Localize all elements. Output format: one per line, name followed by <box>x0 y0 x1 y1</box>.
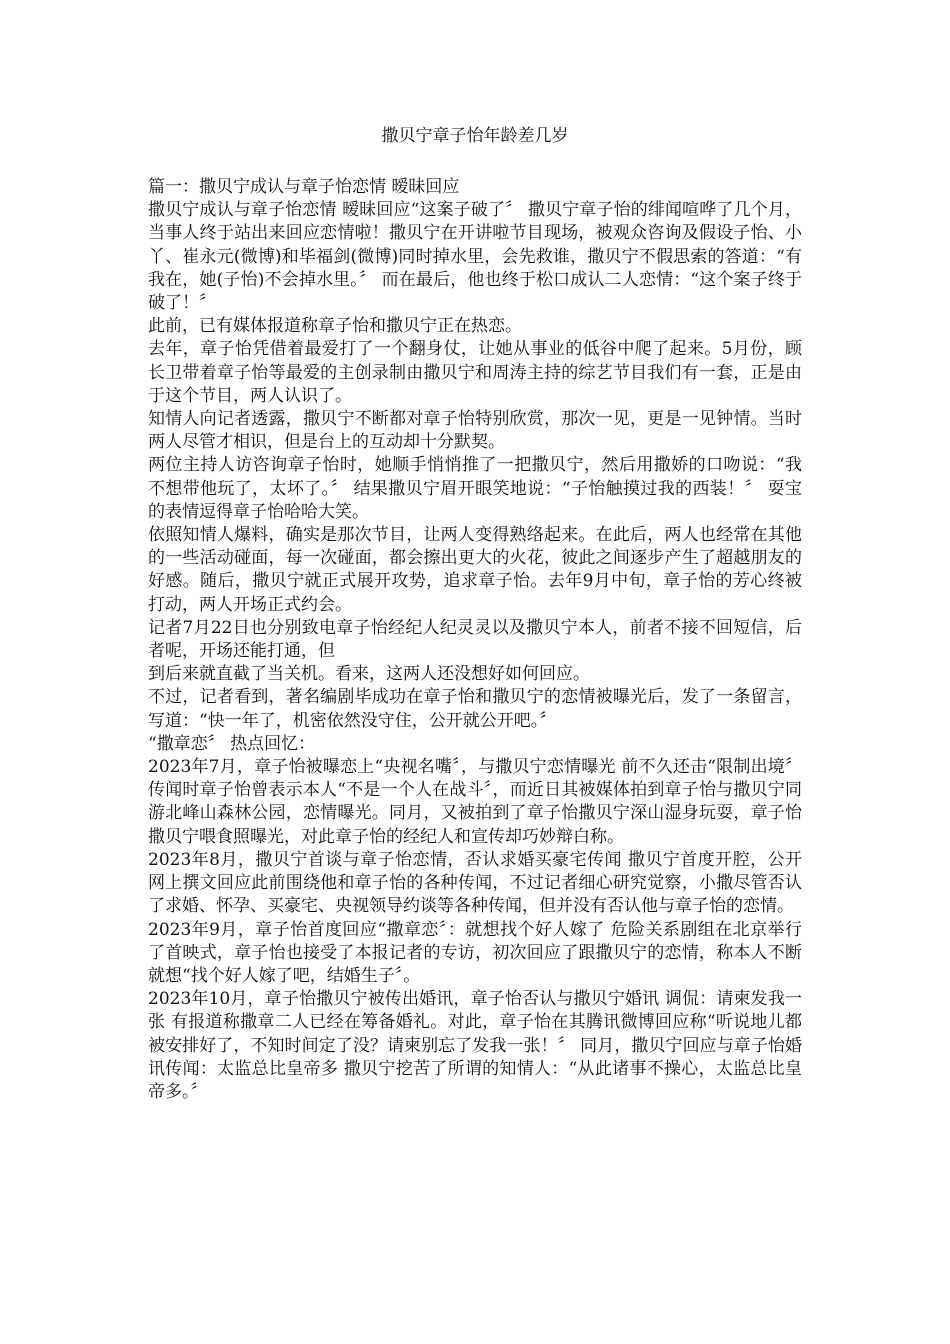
document-body <box>148 176 802 1104</box>
section-heading: 篇一：撒贝宁成认与章子怡恋情 暧昧回应 <box>148 177 460 197</box>
paragraph: 2023年8月，撒贝宁首谈与章子怡恋情，否认求婚买豪宅传闻 撒贝宁首度开腔，公开网上撰文回应此前围绕他和章子怡的各种传闻，不过记者细心研究觉察，小撒尽管否认了求婚、怀孕、买豪宅、央视领导约谈等各种传闻，但并没有否认他与章子怡的恋情。 <box>148 849 802 917</box>
paragraph: 到后来就直截了当关机。看来，这两人还没想好如何回应。 <box>148 664 590 685</box>
paragraph: 去年，章子怡凭借着最爱打了一个翻身仗，让她从事业的低谷中爬了起来。5月份，顾长卫带着章子怡等最爱的主创录制由撒贝宁和周涛主持的综艺节目我们有一套，正是由于这个节目，两人认识了。 <box>148 339 802 406</box>
paragraph: 依照知情人爆料，确实是那次节目，让两人变得熟络起来。在此后，两人也经常在其他的一些活动碰面，每一次碰面，都会擦出更大的火花，彼此之间逐步产生了超越朋友的好感。随后，撒贝宁就正式展开攻势，追求章子怡。去年9月中旬，章子怡的芳心终被打动，两人开场正式约会。 <box>148 525 802 615</box>
paragraph: “撒章恋〞 热点回忆： <box>148 733 316 754</box>
paragraph: 记者7月22日也分别致电章子怡经纪人纪灵灵以及撒贝宁本人，前者不接不回短信，后者呢，开场还能打通，但 <box>148 617 802 662</box>
paragraph: 不过，记者看到，著名编剧毕成功在章子怡和撒贝宁的恋情被曝光后，发了一条留言，写道：“快一年了，机密依然没守住，公开就公开吧。〞 <box>148 687 802 731</box>
paragraph: 撒贝宁成认与章子怡恋情 暧昧回应“这案子破了〞 撒贝宁章子怡的绯闻喧哗了几个月，当事人终于站出来回应恋情啦！撒贝宁在开讲啦节目现场，被观众咨询及假设子怡、小丫、崔永元(微博)和毕福剑(微博)同时掉水里，会先救谁，撒贝宁不假思索的答道：“有我在，她(子怡)不会掉水里。〞 而在最后，他也终于松口成认二人恋情：“这个案子终于破了！〞 <box>148 200 802 314</box>
document-title: 撒贝宁章子怡年龄差几岁 <box>381 126 569 146</box>
paragraph: 2023年9月，章子怡首度回应“撒章恋〞：就想找个好人嫁了 危险关系剧组在北京举行了首映式，章子怡也接受了本报记者的专访，初次回应了跟撒贝宁的恋情，称本人不断就想“找个好人嫁了吧，结婚生子〞。 <box>148 919 802 986</box>
paragraph: 此前，已有媒体报道称章子怡和撒贝宁正在热恋。 <box>148 316 522 337</box>
paragraph: 两位主持人访咨询章子怡时，她顺手悄悄推了一把撒贝宁，然后用撒娇的口吻说：“我不想带他玩了，太坏了。〞 结果撒贝宁眉开眼笑地说：“子怡触摸过我的西装！〞 耍宝的表情逗得章子怡哈哈大笑。 <box>148 455 802 522</box>
paragraph: 知情人向记者透露，撒贝宁不断都对章子怡特别欣赏，那次一见，更是一见钟情。当时两人尽管才相识，但是台上的互动却十分默契。 <box>148 409 802 453</box>
paragraph: 2023年7月，章子怡被曝恋上“央视名嘴〞，与撒贝宁恋情曝光 前不久还击“限制出境〞 传闻时章子怡曾表示本人“不是一个人在战斗〞，而近日其被媒体拍到章子怡与撒贝宁同游北峰山森林公园，恋情曝光。同月，又被拍到了章子怡撒贝宁深山湿身玩耍，章子怡撒贝宁喂食照曝光，对此章子怡的经纪人和宣传却巧妙辩白称。 <box>148 757 802 847</box>
paragraph: 2023年10月，章子怡撒贝宁被传出婚讯，章子怡否认与撒贝宁婚讯 调侃：请柬发我一张 有报道称撒章二人已经在筹备婚礼。对此，章子怡在其腾讯微博回应称“听说地儿都被安排好了，不知时间定了没？请柬别忘了发我一张！〞 同月，撒贝宁回应与章子怡婚讯传闻：太监总比皇帝多 撒贝宁挖苦了所谓的知情人：“从此诸事不操心，太监总比皇帝多。〞 <box>148 989 802 1102</box>
